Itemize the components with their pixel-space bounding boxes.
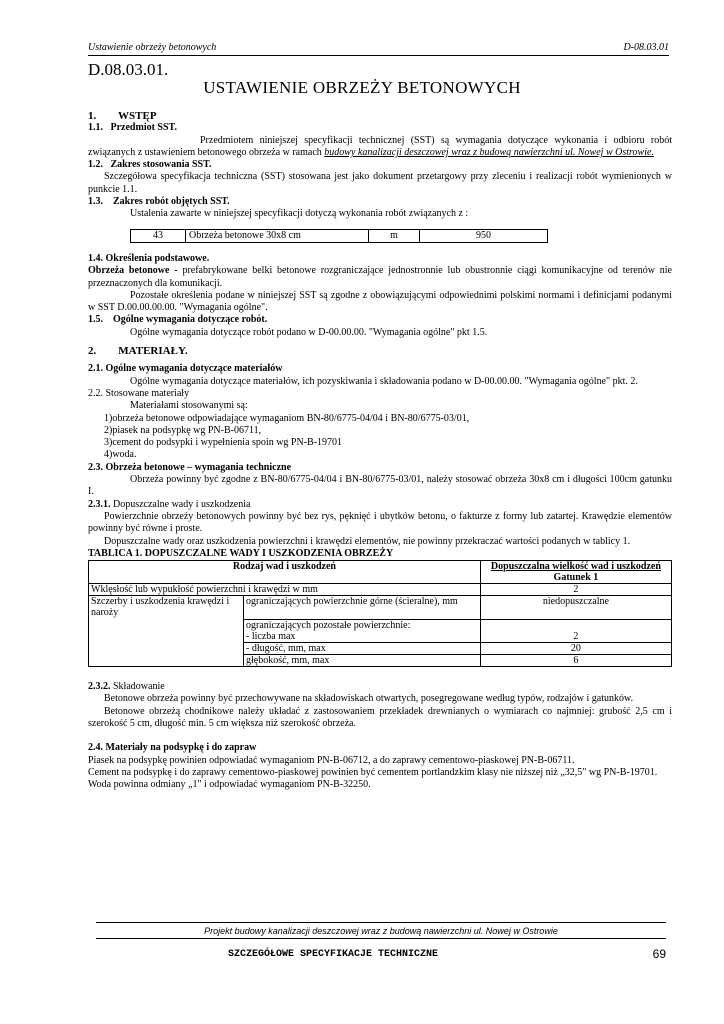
section-2-heading: 2. MATERIAŁY. <box>88 345 188 358</box>
heading-2-3: 2.3. Obrzeża betonowe – wymagania techniczne <box>88 461 292 473</box>
header-right: D-08.03.01 <box>623 42 669 53</box>
table-row <box>89 584 672 596</box>
para-2-4a: Piasek na podsypkę powinien odpowiadać wymaganiom PN-B-06712, a do zaprawy cementowo-piaskowej PN-B-06711. <box>88 754 575 766</box>
row-chips-top-value: niedopuszczalne <box>480 596 671 620</box>
document-body <box>88 110 672 791</box>
section-1-heading: 1. WSTĘP <box>88 110 157 122</box>
header-left: Ustawienie obrzeży betonowych <box>88 42 217 53</box>
row-chips-other: ograniczających pozostałe powierzchnie: - liczba max <box>244 620 481 643</box>
heading-1-2: 1.2. Zakres stosowania SST. <box>88 159 212 171</box>
footer-project: Projekt budowy kanalizacji deszczowej wraz z budową nawierzchni ul. Nowej w Ostrowie <box>96 922 666 936</box>
footer-spec: SZCZEGÓŁOWE SPECYFIKACJE TECHNICZNE <box>228 948 439 960</box>
col-header-defect: Rodzaj wad i uszkodzeń <box>89 561 481 584</box>
para-2-3-1a: Powierzchnie obrzeży betonowych powinny być bez rys, pęknięć i ubytków betonu, o fakturze z formy lub zatartej. Krawędzie elementów powinny być równe i proste. <box>88 510 672 535</box>
heading-2-2: 2.2. Stosowane materiały <box>88 387 190 399</box>
heading-2-4: 2.4. Materiały na podsypkę i do zapraw <box>88 742 257 754</box>
para-1-1: Przedmiotem niniejszej specyfikacji technicznej (SST) są wymagania dotyczące wykonania i odbioru robót związanych z ustawieniem betonowego obrzeża w ramach budowy kanalizacji deszczowej wraz z budową nawierzchni ul. Nowej w Ostrowie. <box>88 134 672 158</box>
row-chips-depth-value: 6 <box>480 655 671 667</box>
para-1-3: Ustalenia zawarte w niniejszej specyfikacji dotyczą wykonania robót związanych z : <box>130 208 469 220</box>
heading-2-3-1: 2.3.1. Dopuszczalne wady i uszkodzenia <box>88 498 251 510</box>
heading-1-3: 1.3. Zakres robót objętych SST. <box>88 196 230 208</box>
list-item: 4)woda. <box>104 449 137 461</box>
doc-code: D.08.03.01. <box>88 60 169 79</box>
row-chips-count-value: 2 <box>480 620 671 643</box>
table-row <box>131 229 548 242</box>
table-row <box>89 596 672 620</box>
row-chips: Szczerby i uszkodzenia krawędzi i naroży <box>89 596 244 667</box>
works-qty: 950 <box>420 229 548 242</box>
row-chips-depth: głębokość, mm, max <box>244 655 481 667</box>
works-table <box>130 229 548 243</box>
works-unit: m <box>369 229 420 242</box>
materials-list <box>88 413 672 462</box>
heading-1-1: 1.1. Przedmiot SST. <box>88 122 177 134</box>
list-item: 1)obrzeża betonowe odpowiadające wymaganiom BN-80/6775-04/04 i BN-80/6775-03/01, <box>104 412 470 424</box>
table-caption: TABLICA 1. DOPUSZCZALNE WADY I USZKODZENIA OBRZEŻY <box>88 547 394 559</box>
row-concavity: Wklęsłość lub wypukłość powierzchni i krawędzi w mm <box>89 584 481 596</box>
heading-1-4: 1.4. Określenia podstawowe. <box>88 252 210 264</box>
para-1-4b: Pozostałe określenia podane w niniejszej SST są zgodne z obowiązującymi odpowiednimi polskimi normami i definicjami podanymi w SST D.00.00.00.00. "Wymagania ogólne". <box>88 289 672 314</box>
heading-2-3-2: 2.3.2. Składowanie <box>88 681 165 693</box>
page-header <box>88 42 669 56</box>
works-name: Obrzeża betonowe 30x8 cm <box>186 229 369 242</box>
para-2-1: Ogólne wymagania dotyczące materiałów, ich pozyskiwania i składowania podano w D-00.00.00. "Wymagania ogólne" pkt. 2. <box>130 375 638 387</box>
para-2-3: Obrzeża powinny być zgodne z BN-80/6775-04/04 i BN-80/6775-03/01, należy stosować obrzeża 30x8 cm i długości 100cm gatunku I. <box>88 474 672 498</box>
defects-table <box>88 560 672 667</box>
para-2-3-2a: Betonowe obrzeża powinny być przechowywane na składowiskach otwartych, posegregowane według typów, rodzajów i gatunków. <box>104 693 634 705</box>
list-item: 3)cement do podsypki i wypełnienia spoin wg PN-B-19701 <box>104 437 343 449</box>
para-1-5: Ogólne wymagania dotyczące robót podano w D-00.00.00. "Wymagania ogólne" pkt 1.5. <box>130 326 488 338</box>
para-2-2: Materiałami stosowanymi są: <box>130 400 248 412</box>
row-chips-length: - długość, mm, max <box>244 643 481 655</box>
table-row <box>89 561 672 584</box>
page-footer <box>96 947 666 961</box>
page-number: 69 <box>652 947 666 961</box>
list-item: 2)piasek na podsypkę wg PN-B-06711, <box>104 424 262 436</box>
para-2-4b: Cement na podsypkę i do zaprawy cementowo-piaskowej powinien być cementem portlandzkim klasy nie niższej niż „32,5" wg PN-B-19701. <box>88 766 658 778</box>
works-no: 43 <box>131 229 186 242</box>
heading-1-5: 1.5. Ogólne wymagania dotyczące robót. <box>88 314 268 326</box>
para-1-4a: Obrzeża betonowe - prefabrykowane belki betonowe rozgraniczające jednostronnie lub obustronnie ciągi komunikacyjne od terenów nie przeznaczonych dla komunikacji. <box>88 265 672 289</box>
footer-divider <box>96 938 666 939</box>
col-header-allowed: Dopuszczalna wielkość wad i uszkodzeń Gatunek 1 <box>480 561 671 584</box>
para-2-4c: Woda powinna odmiany „1" i odpowiadać wymaganiom PN-B-32250. <box>88 779 371 791</box>
project-link: budowy kanalizacji deszczowej wraz z budową nawierzchni ul. Nowej w Ostrowie. <box>324 146 654 158</box>
heading-2-1: 2.1. Ogólne wymagania dotyczące materiałów <box>88 363 283 375</box>
doc-title: USTAWIENIE OBRZEŻY BETONOWYCH <box>203 78 521 97</box>
para-1-2: Szczegółowa specyfikacja techniczna (SST) stosowana jest jako dokument przetargowy przy zleceniu i realizacji robót wymienionych w punkcie 1.1. <box>88 171 672 195</box>
para-2-3-2b: Betonowe obrzeżą chodnikowe należy układać z zastosowaniem przekładek drewnianych o wymiarach co najmniej: grubość 2,5 cm i szerokość 5 cm, długość min. 5 cm większa niż szerokość obrzeża. <box>88 705 672 729</box>
row-concavity-value: 2 <box>480 584 671 596</box>
row-chips-top: ograniczających powierzchnie górne (ścieralne), mm <box>244 596 481 620</box>
row-chips-length-value: 20 <box>480 643 671 655</box>
para-2-3-1b: Dopuszczalne wady oraz uszkodzenia powierzchni i krawędzi elementów, nie powinny przekraczać wartości podanych w tablicy 1. <box>104 535 631 547</box>
